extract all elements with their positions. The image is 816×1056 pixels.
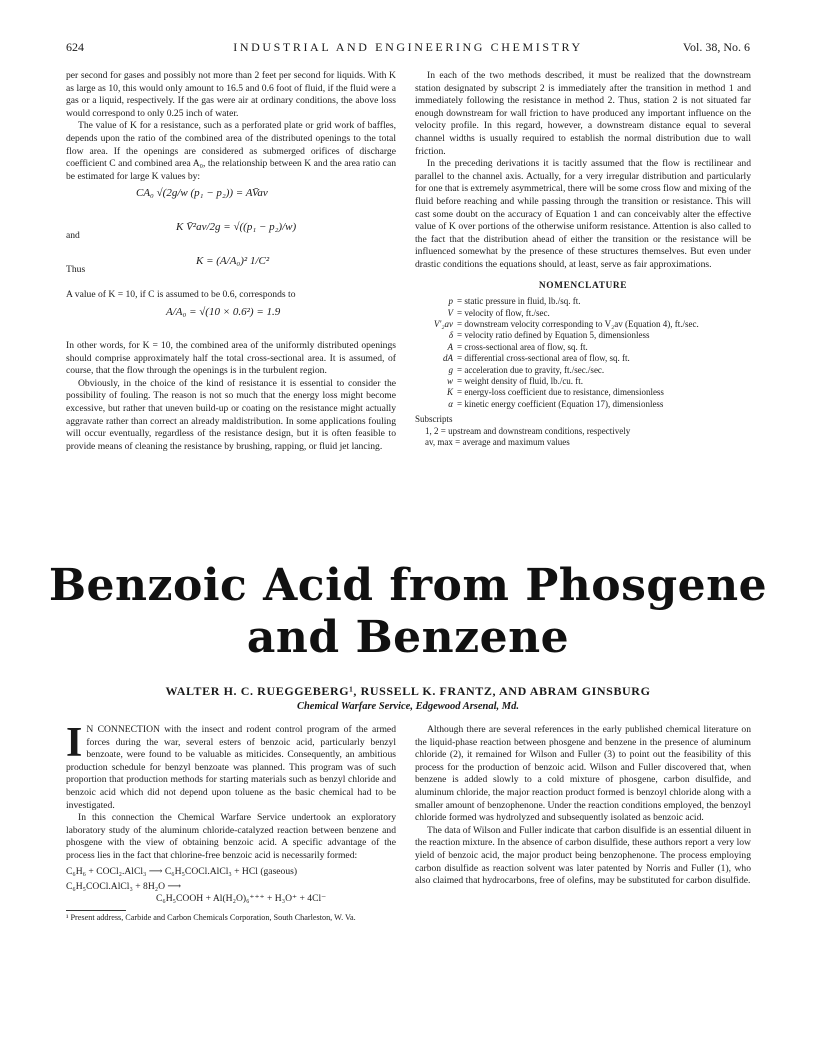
paragraph: The data of Wilson and Fuller indicate that carbon disulfide is an essential diluent in the reaction mixture. In the absence of carbon disulfide, these authors report a very low yield of benzoic acid, the major product being benzophenone. The process employing carbon disulfide as reaction solvent was later patented by Norris and Fuller (1), who also claimed that hydrocarbons, free of olefins, may be substituted for carbon disulfide.	[415, 824, 751, 887]
equation-label: Thus	[66, 264, 86, 276]
footnote: ¹ Present address, Carbide and Carbon Chemicals Corporation, South Charleston, W. Va.	[66, 912, 356, 922]
equation-body: CA₀ √(2g/w (p₁ − p₂)) = AV̄av	[136, 187, 268, 200]
symbol: dA	[443, 353, 453, 364]
paragraph: Although there are several references in the early published chemical literature on the liquid-phase reaction between phosgene and benzene in the presence of aluminum chloride (2), it remained for Wilson and Fuller (3) to point out the feasibility of this process for the production of benzoic acid. Wilson and Fuller discovered that, when benzene is added slowly to a cold mixture of phosgene, carbon disulfide, and aluminum chloride, the major reaction product formed is benzoyl chloride along with a smaller amount of benzophenone. Under the reaction conditions employed, the benzoyl chloride formed was hydrolyzed and subsequently isolated as benzoic acid.	[415, 724, 751, 824]
definition: = static pressure in fluid, lb./sq. ft.	[457, 296, 581, 307]
paragraph: Obviously, in the choice of the kind of resistance it is essential to consider the possibility of fouling. The reason is not so much that the energy loss might become excessive, but rather that uneven build-up or coating on the resistance might actually aggravate rather than correct an already maldistribution. In some applications fouling will occur eventually, regardless of the resistance design, but it is often feasible to provide means of cleaning the resistance by brushing, rapping, or fluid jet lancing.	[66, 377, 396, 452]
equation	[66, 306, 396, 336]
definition: = velocity ratio defined by Equation 5, dimensionless	[457, 330, 650, 341]
subscripts-list	[415, 426, 751, 449]
definition: = velocity of flow, ft./sec.	[457, 307, 550, 318]
symbol: w	[446, 375, 453, 386]
equation-body: K V̄²av/2g = √((p₁ − p₂)/w)	[176, 221, 297, 234]
nomenclature-item	[415, 365, 751, 376]
article-right-column	[415, 724, 751, 888]
definition: = kinetic energy coefficient (Equation 17), dimensionless	[457, 398, 664, 409]
reaction-equation: C₆H₅COOH + Al(H₂O)₆⁺⁺⁺ + H₃O⁺ + 4Cl⁻	[156, 893, 327, 905]
equation-body: A/A₀ = √(10 × 0.6²) = 1.9	[166, 305, 281, 318]
definition: = cross-sectional area of flow, sq. ft.	[457, 341, 588, 352]
article-affiliation: Chemical Warfare Service, Edgewood Arsenal, Md.	[296, 701, 520, 712]
footnote-rule	[66, 910, 126, 911]
subscript-item: av, max = average and maximum values	[425, 436, 570, 447]
definition: = differential cross-sectional area of flow, sq. ft.	[457, 353, 630, 364]
volume-issue: Vol. 38, No. 6	[682, 40, 750, 54]
nomenclature-item	[415, 399, 751, 410]
subscript-item: 1, 2 = upstream and downstream conditions, respectively	[425, 425, 631, 436]
top-right-column	[415, 70, 751, 448]
journal-name: INDUSTRIAL AND ENGINEERING CHEMISTRY	[233, 40, 583, 54]
paragraph: A value of K = 10, if C is assumed to be 0.6, corresponds to	[66, 289, 296, 301]
top-left-column	[66, 70, 396, 453]
equation	[66, 187, 396, 217]
definition: = downstream velocity corresponding to V₂av (Equation 4), ft./sec.	[457, 318, 699, 329]
nomenclature-heading: NOMENCLATURE	[538, 280, 628, 291]
drop-cap: I	[66, 720, 83, 766]
paragraph: In each of the two methods described, it must be realized that the downstream station designated by subscript 2 is immediately after the transition in method 1 and immediately following the resistance in method 2. Thus, station 2 is not situated far enough downstream for wall friction to have produced any important influence on the velocity profile. In this regard, however, a downstream distance equal to several channel widths is usually required to establish the normal distribution due to wall friction.	[415, 70, 751, 157]
page-number: 624	[66, 40, 84, 54]
definition: = acceleration due to gravity, ft./sec./sec.	[457, 364, 605, 375]
nomenclature-item	[415, 296, 751, 307]
symbol: V	[447, 307, 453, 318]
nomenclature-item	[415, 308, 751, 319]
nomenclature-item	[415, 353, 751, 364]
article-authors: WALTER H. C. RUEGGEBERG¹, RUSSELL K. FRANTZ, AND ABRAM GINSBURG	[165, 684, 651, 698]
nomenclature-list	[415, 296, 751, 410]
nomenclature-item	[415, 330, 751, 341]
article-left-column	[66, 720, 396, 923]
nomenclature-item	[415, 319, 751, 330]
equation	[66, 221, 396, 251]
definition: = weight density of fluid, lb./cu. ft.	[457, 375, 584, 386]
paragraph: The value of K for a resistance, such as a perforated plate or grid work of baffles, depends upon the ratio of the combined area of the distributed openings to the total flow area. If the openings are considered as submerged orifices of discharge coefficient C and combined area A₀, the relationship between K and the area ratio can be estimated for large K values by:	[66, 120, 396, 182]
article-title-line-2: and Benzene	[246, 612, 570, 663]
reaction-equation: C₆H₆ + COCl₂.AlCl₃ ⟶ C₆H₅COCl.AlCl₃ + HCl (gaseous)	[66, 865, 298, 877]
symbol: K	[446, 387, 453, 398]
symbol: p	[448, 296, 453, 307]
definition: = energy-loss coefficient due to resistance, dimensionless	[457, 387, 664, 398]
nomenclature-item	[415, 342, 751, 353]
paragraph: In the preceding derivations it is tacitly assumed that the flow is rectilinear and parallel to the channel axis. Actually, for a very irregular distribution and particularly for one that is extremely asymmetrical, there will be some cross flow and mixing of the fluid before reaching and while passing through the transition or resistance. This will cast some doubt on the accuracy of Equation 1 and can conceivably alter the effective value of K over portions of the otherwise uniform resistance. Attention is also called to the fact that the distribution ahead of either the transition or the resistance will be influenced somewhat by the presence of these structures themselves. But even under drastic conditions the equations should, at least, serve as fair approximations.	[415, 158, 751, 270]
equation	[66, 255, 396, 285]
paragraph: In other words, for K = 10, the combined area of the uniformly distributed openings should comprise approximately half the total cross-sectional area. It is assumed, of course, that the flow through the openings is in the turbulent region.	[66, 339, 396, 377]
reaction-equation: C₆H₅COCl.AlCl₃ + 8H₂O ⟶	[66, 880, 182, 892]
symbol: V′₂av	[433, 318, 453, 329]
symbol: α	[448, 398, 453, 409]
paragraph	[66, 720, 396, 812]
symbol: δ	[448, 330, 453, 341]
paragraph-text: N CONNECTION with the insect and rodent control program of the armed forces during the war, several esters of benzoic acid, particularly benzyl benzoate, were found to be valuable as miticides. Consequently, an ambitious production schedule for benzyl benzoate was planned. This program was of such proportion that production methods for starting materials such as benzyl chloride and benzoic acid which did not depend upon toluene as the basic chemical had to be investigated.	[66, 724, 396, 811]
nomenclature-item	[415, 376, 751, 387]
symbol: A	[447, 341, 453, 352]
equation-label: and	[66, 230, 80, 242]
equation-body: K = (A/A₀)² 1/C²	[196, 255, 270, 268]
running-header	[66, 40, 750, 56]
subscripts-heading: Subscripts	[415, 414, 453, 425]
paragraph: In this connection the Chemical Warfare Service undertook an exploratory laboratory study of the aluminum chloride-catalyzed reaction between benzene and phosgene with the view of obtaining benzoic acid. A specific advantage of the process lies in the fact that chlorine-free benzoic acid is necessarily formed:	[66, 812, 396, 861]
symbol: g	[448, 364, 453, 375]
paragraph: per second for gases and possibly not more than 2 feet per second for liquids. With K as large as 10, this would only amount to 16.5 and 0.6 foot of fluid, if the fluid were a gas or a liquid, respectively. If the gas were air at ordinary conditions, the above loss would correspond to only 0.25 inch of water.	[66, 70, 396, 119]
article-title-line-1: Benzoic Acid from Phosgene	[48, 560, 768, 611]
nomenclature-item	[415, 387, 751, 398]
